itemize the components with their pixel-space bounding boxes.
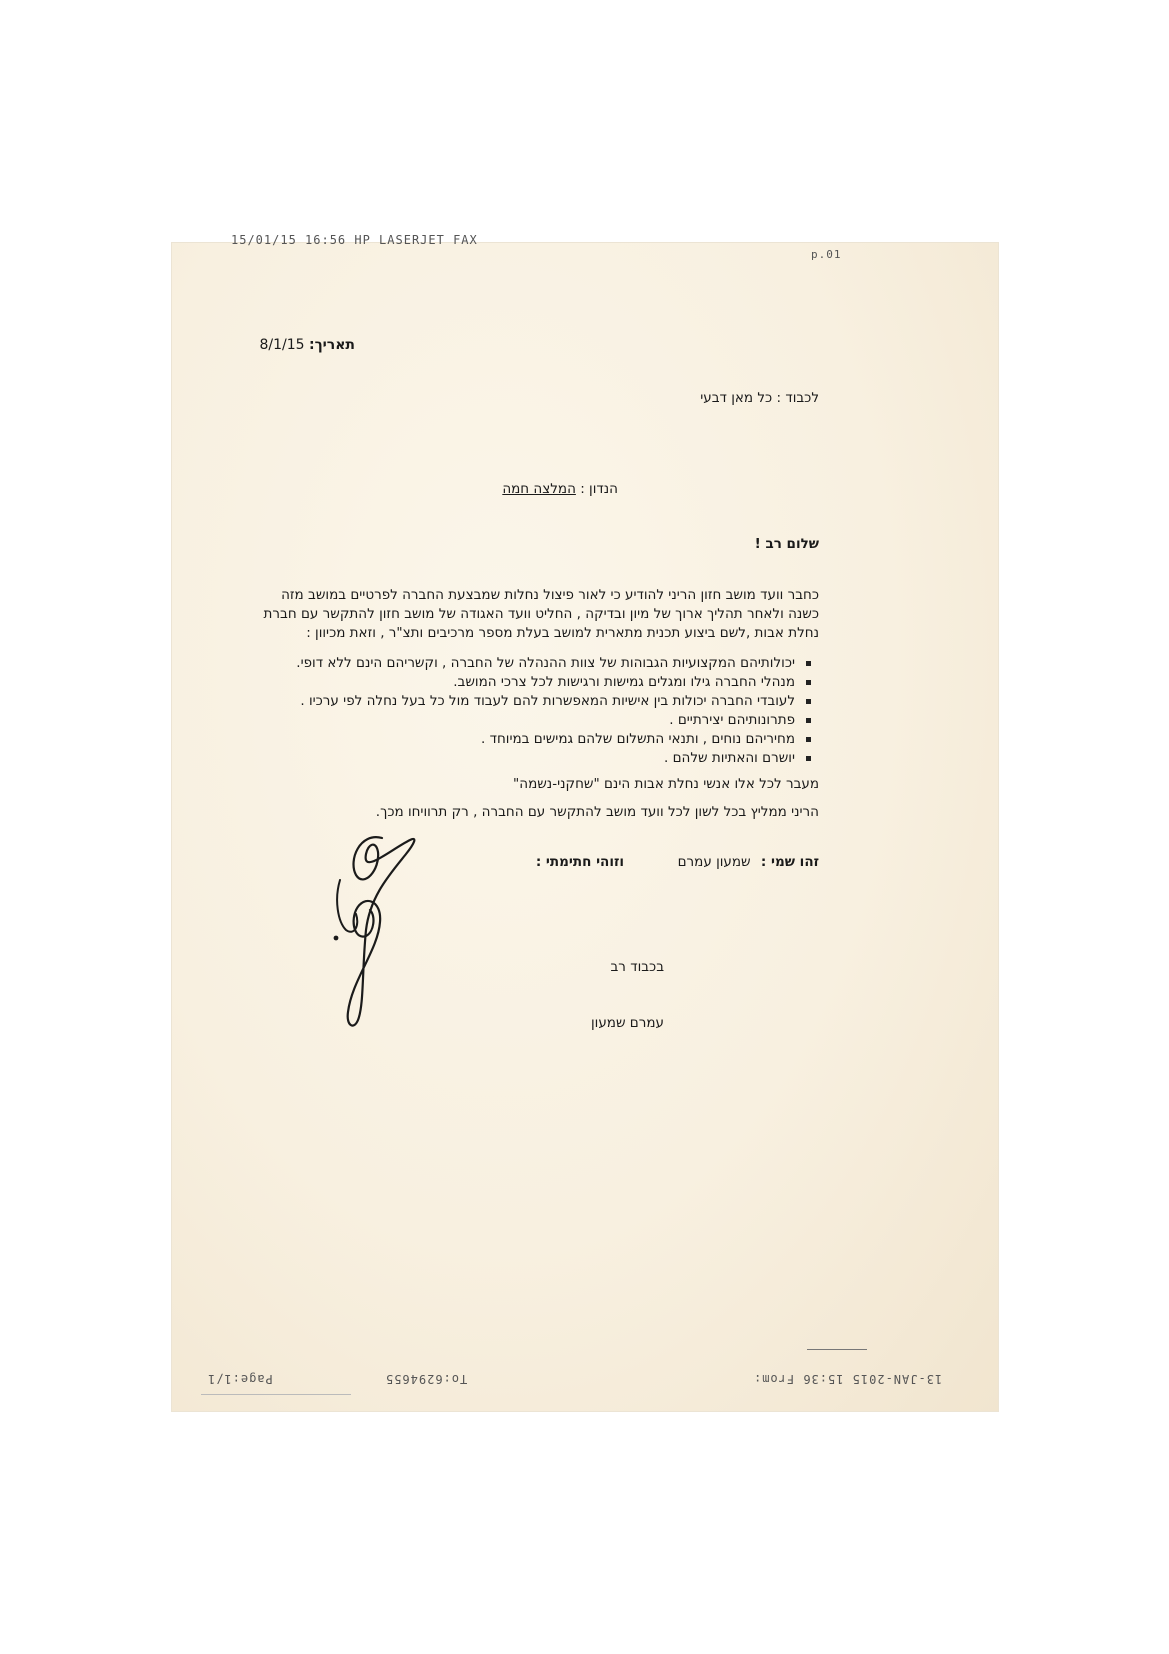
subject-line: [502, 481, 618, 497]
reasons-list: [296, 654, 815, 768]
fax-header-line: 15/01/15 16:56 HP LASERJET FAX: [231, 233, 478, 247]
subject-label: הנדון :: [580, 481, 618, 497]
regards-line: בכבוד רב: [610, 959, 664, 975]
paragraph-line: כשנה ולאחר תהליך ארוך של מיון ובדיקה , החליט וועד האגודה של מושב חזון להתקשר עם חברת: [263, 606, 819, 622]
closing-line-1: מעבר לכל אלו אנשי נחלת אבות הינם "שחקני-נשמה": [513, 776, 819, 792]
signature-label: וזוהי חתימתי :: [535, 854, 624, 870]
signer-name: עמרם שמעון: [590, 1015, 664, 1031]
closing-line-2: הריני ממליץ בכל לשון לכל וועד מושב להתקשר עם החברה , רק תרוויחו מכך.: [375, 804, 819, 820]
list-item: פתרונותיהם יצירתיים .: [296, 711, 815, 730]
date-value: 8/1/15: [259, 337, 305, 353]
paragraph-line: נחלת אבות ,לשם ביצוע תכנית מתארית למושב בעלת מספר מרכיבים ותצ"ר , וזאת מכיוון :: [306, 625, 819, 641]
addressee-line: לכבוד : כל מאן דבעי: [700, 390, 819, 406]
list-item: יושרם והאתיות שלהם .: [296, 749, 815, 768]
footer-divider: [201, 1394, 351, 1395]
paragraph-line: כחבר וועד מושב חזון הריני להודיע כי לאור פיצול נחלות שמבצעת החברה לפרטיים במושב מזה: [281, 587, 819, 603]
footer-divider: [807, 1349, 867, 1350]
fax-footer-page: Page:1/1: [207, 1372, 273, 1386]
fax-footer-from: 13-JAN-2015 15:36 From:: [753, 1372, 943, 1386]
fax-footer-to: To:6294655: [385, 1372, 468, 1386]
handwritten-signature: [320, 830, 430, 1035]
date-label: תאריך:: [309, 337, 355, 353]
list-item: יכולותיהם המקצועיות הגבוהות של צוות ההנהלה של החברה , וקשריהם הינם ללא דופי.: [296, 654, 815, 673]
name-label: זהו שמי :: [760, 854, 819, 870]
list-item: מחיריהם נוחים , ותנאי התשלום שלהם גמישים במיוחד .: [296, 730, 815, 749]
subject-value: המלצה חמה: [502, 481, 576, 497]
name-line: [678, 854, 819, 870]
greeting: שלום רב !: [754, 536, 819, 552]
name-value: שמעון עמרם: [677, 854, 751, 870]
intro-paragraph: [264, 586, 819, 643]
list-item: מנהלי החברה גילו ומגלים גמישות ורגישות לכל צרכי המושב.: [296, 673, 815, 692]
date-line: [259, 337, 355, 353]
fax-page-marker: p.01: [811, 248, 842, 261]
letter-page: [171, 233, 999, 1412]
list-item: לעובדי החברה יכולות בין אישיות המאפשרות להם לעבוד מול כל בעל נחלה לפי ערכיו .: [296, 692, 815, 711]
